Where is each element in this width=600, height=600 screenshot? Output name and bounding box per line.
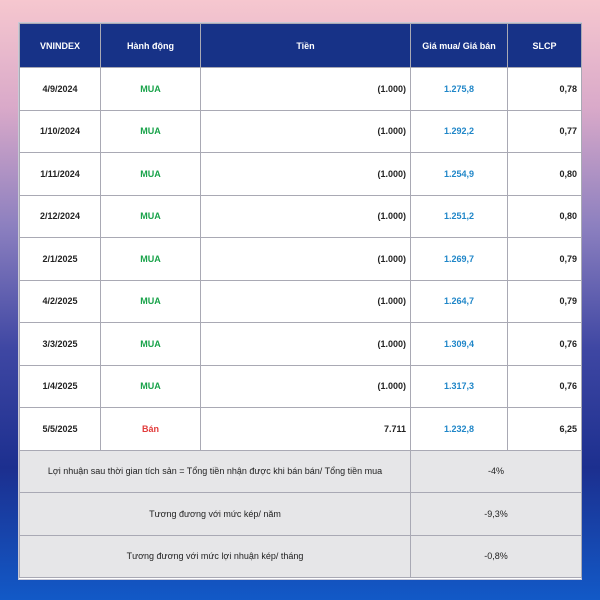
table-row bbox=[20, 323, 582, 366]
row-action: MUA bbox=[101, 110, 201, 153]
table-row bbox=[20, 365, 582, 408]
row-slcp: 0,76 bbox=[508, 365, 582, 408]
table-row bbox=[20, 195, 582, 238]
row-date: 4/9/2024 bbox=[20, 68, 101, 111]
row-price: 1.317,3 bbox=[411, 365, 508, 408]
row-action: Bán bbox=[101, 408, 201, 451]
col-header-slcp: SLCP bbox=[508, 24, 582, 68]
col-header-vnindex: VNINDEX bbox=[20, 24, 101, 68]
summary-value: -4% bbox=[411, 450, 582, 493]
table-row bbox=[20, 153, 582, 196]
row-price: 1.309,4 bbox=[411, 323, 508, 366]
summary-label: Lợi nhuận sau thời gian tích sản = Tổng tiền nhận được khi bán bán/ Tổng tiền mua bbox=[20, 450, 411, 493]
table-row bbox=[20, 68, 582, 111]
row-price: 1.275,8 bbox=[411, 68, 508, 111]
col-header-money: Tiền bbox=[201, 24, 411, 68]
row-money: (1.000) bbox=[201, 195, 411, 238]
row-slcp: 0,80 bbox=[508, 153, 582, 196]
summary-label: Tương đương với mức kép/ năm bbox=[20, 493, 411, 536]
table-row bbox=[20, 110, 582, 153]
row-action: MUA bbox=[101, 365, 201, 408]
summary-value: -9,3% bbox=[411, 493, 582, 536]
row-slcp: 6,25 bbox=[508, 408, 582, 451]
row-action: MUA bbox=[101, 323, 201, 366]
row-money: (1.000) bbox=[201, 280, 411, 323]
row-action: MUA bbox=[101, 280, 201, 323]
row-date: 3/3/2025 bbox=[20, 323, 101, 366]
row-price: 1.254,9 bbox=[411, 153, 508, 196]
row-date: 2/1/2025 bbox=[20, 238, 101, 281]
summary-value: -0,8% bbox=[411, 535, 582, 578]
row-date: 2/12/2024 bbox=[20, 195, 101, 238]
row-price: 1.269,7 bbox=[411, 238, 508, 281]
table-row bbox=[20, 408, 582, 451]
row-money: (1.000) bbox=[201, 153, 411, 196]
row-slcp: 0,80 bbox=[508, 195, 582, 238]
row-action: MUA bbox=[101, 68, 201, 111]
row-slcp: 0,79 bbox=[508, 280, 582, 323]
row-money: (1.000) bbox=[201, 238, 411, 281]
investment-table bbox=[19, 23, 582, 578]
summary-label: Tương đương với mức lợi nhuận kép/ tháng bbox=[20, 535, 411, 578]
summary-row-profit bbox=[20, 450, 582, 493]
row-date: 4/2/2025 bbox=[20, 280, 101, 323]
row-slcp: 0,77 bbox=[508, 110, 582, 153]
investment-table-card bbox=[19, 23, 581, 579]
summary-row-monthly bbox=[20, 535, 582, 578]
row-money: (1.000) bbox=[201, 110, 411, 153]
row-price: 1.232,8 bbox=[411, 408, 508, 451]
table-header-row bbox=[20, 24, 582, 68]
row-price: 1.292,2 bbox=[411, 110, 508, 153]
row-action: MUA bbox=[101, 195, 201, 238]
table-row bbox=[20, 280, 582, 323]
summary-row-annual bbox=[20, 493, 582, 536]
table-row bbox=[20, 238, 582, 281]
col-header-price: Giá mua/ Giá bán bbox=[411, 24, 508, 68]
row-date: 5/5/2025 bbox=[20, 408, 101, 451]
row-slcp: 0,78 bbox=[508, 68, 582, 111]
row-price: 1.264,7 bbox=[411, 280, 508, 323]
row-action: MUA bbox=[101, 153, 201, 196]
col-header-action: Hành động bbox=[101, 24, 201, 68]
row-slcp: 0,79 bbox=[508, 238, 582, 281]
row-slcp: 0,76 bbox=[508, 323, 582, 366]
row-money: (1.000) bbox=[201, 365, 411, 408]
row-date: 1/11/2024 bbox=[20, 153, 101, 196]
row-date: 1/10/2024 bbox=[20, 110, 101, 153]
row-price: 1.251,2 bbox=[411, 195, 508, 238]
row-money: (1.000) bbox=[201, 323, 411, 366]
row-action: MUA bbox=[101, 238, 201, 281]
row-money: (1.000) bbox=[201, 68, 411, 111]
row-money: 7.711 bbox=[201, 408, 411, 451]
row-date: 1/4/2025 bbox=[20, 365, 101, 408]
